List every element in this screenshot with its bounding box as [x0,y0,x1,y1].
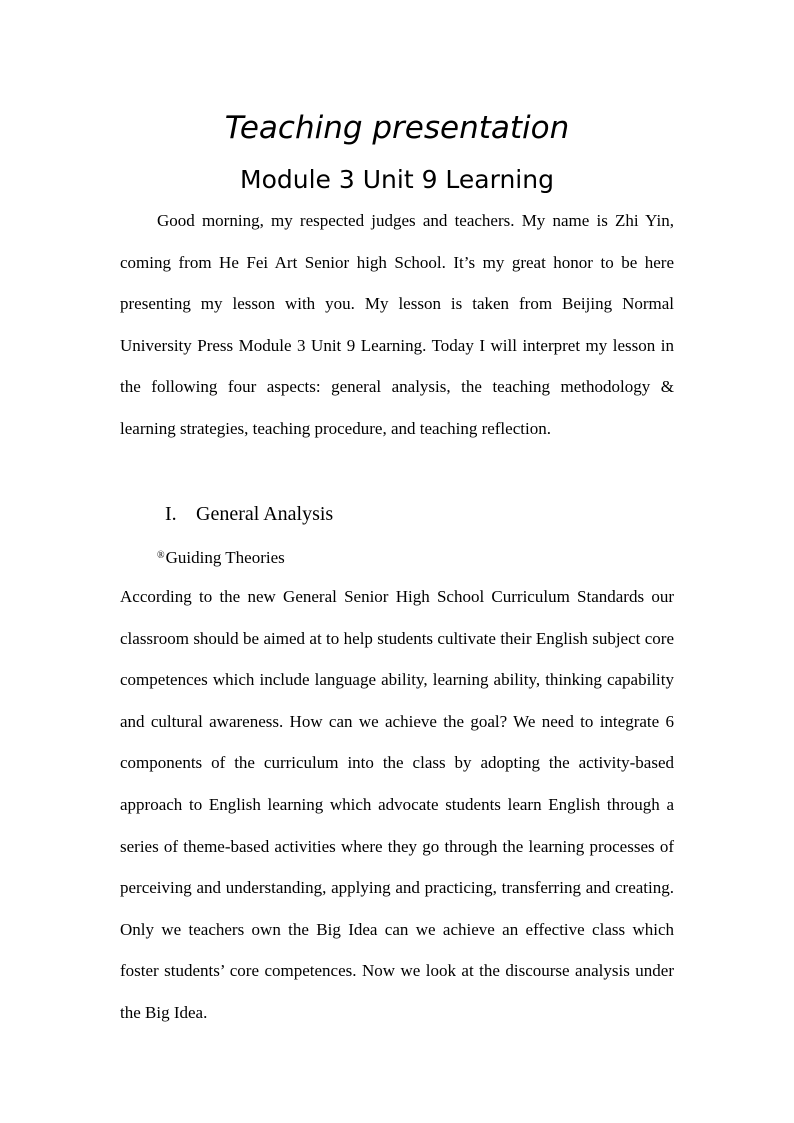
subsection-heading [157,536,285,578]
bullet-marker-icon: ® [157,550,165,561]
document-title: Teaching presentation [224,110,570,146]
section-number: I. [165,503,177,525]
intro-paragraph: Good morning, my respected judges and teachers. My name is Zhi Yin, coming from He Fei Art Senior high School. It’s my great honor to be here presenting my lesson with you. My lesson is taken from Beijing Normal University Press Module 3 Unit 9 Learning. Today I will interpret my lesson in the following four aspects: general analysis, the teaching methodology & learning strategies, teaching procedure, and teaching reflection. [120,211,674,438]
theory-paragraph: According to the new General Senior High School Curriculum Standards our classroom should be aimed at to help students cultivate their English subject core competences which include language ability, learning ability, thinking capability and cultural awareness. How can we achieve the goal? We need to integrate 6 components of the curriculum into the class by adopting the activity-based approach to English learning which advocate students learn English through a series of theme-based activities where they go through the learning processes of perceiving and understanding, applying and practicing, transferring and creating. Only we teachers own the Big Idea can we achieve an effective class which foster students’ core competences. Now we look at the discourse analysis under the Big Idea. [120,587,674,1022]
section-heading [165,494,333,534]
section-title: General Analysis [196,503,334,525]
subsection-title: Guiding Theories [165,548,285,567]
document-subtitle: Module 3 Unit 9 Learning [240,165,554,194]
